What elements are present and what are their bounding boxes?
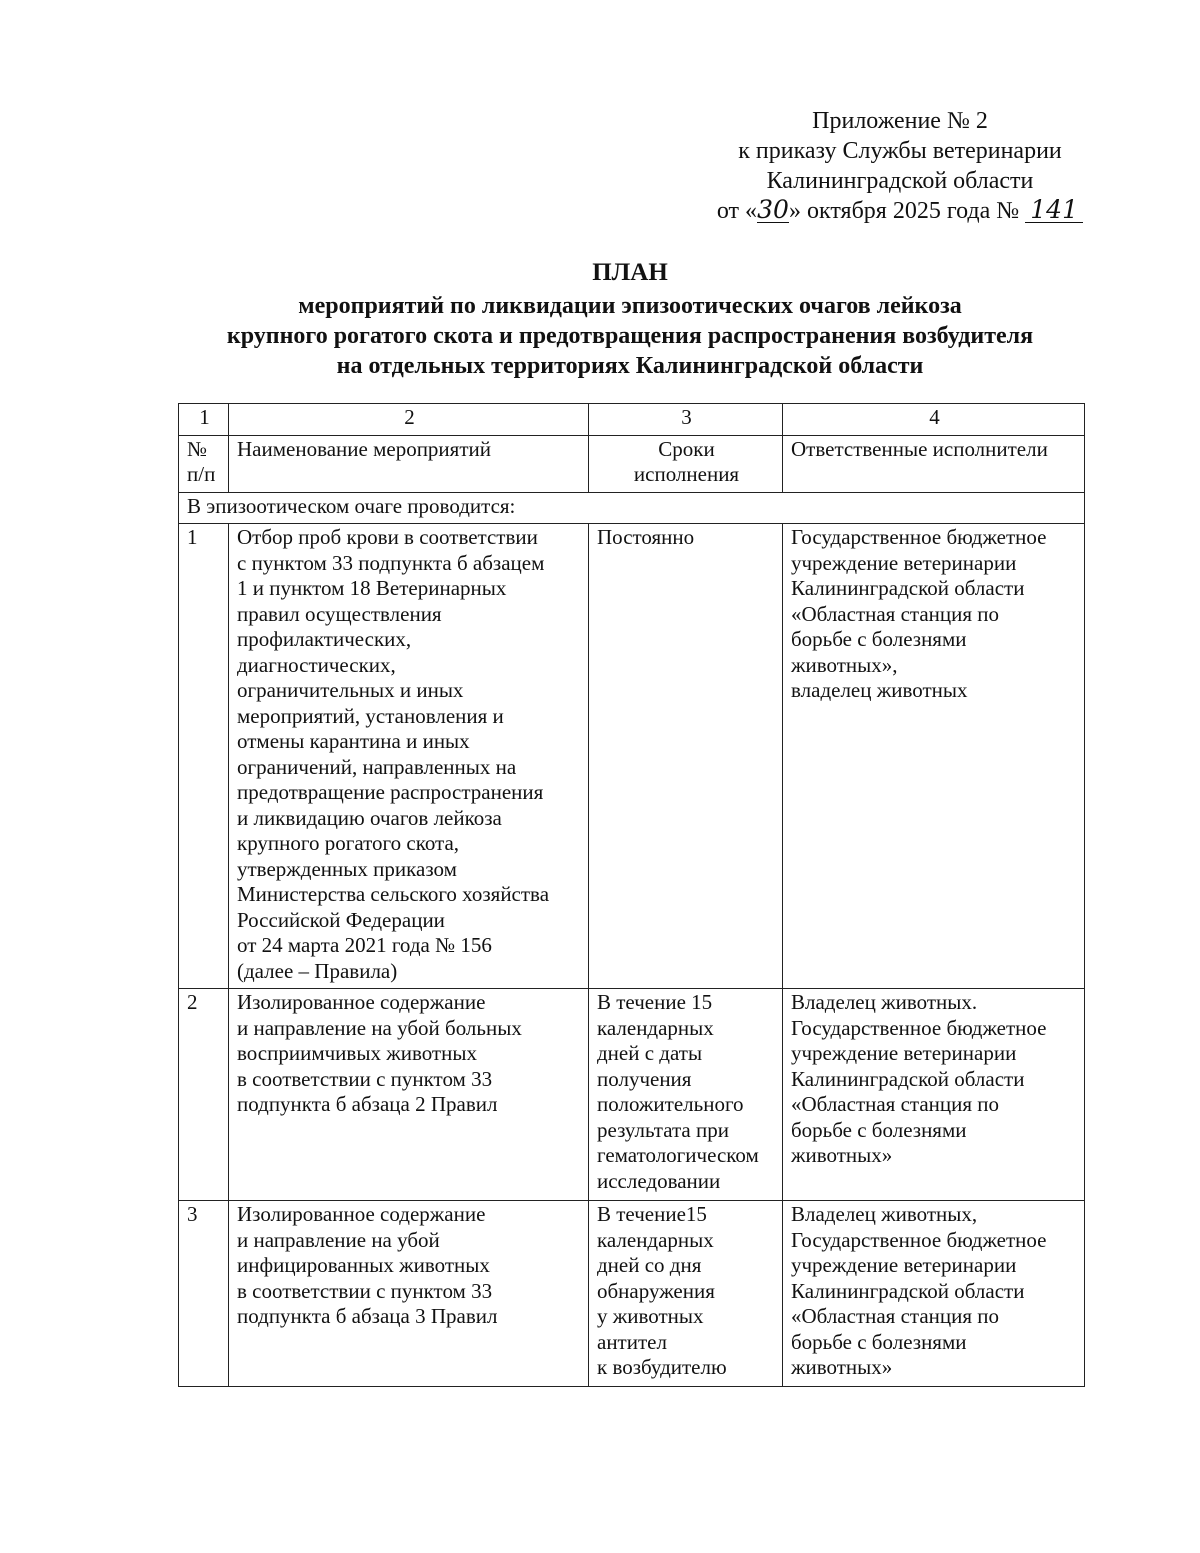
row-responsible: Владелец животных. Государственное бюджетное учреждение ветеринарии Калининградской области «Областная станция по борьбе с болезнями животных» xyxy=(783,989,1085,1201)
header-term: Сроки исполнения xyxy=(589,435,783,492)
row-action: Отбор проб крови в соответствии с пунктом 33 подпункта б абзацем 1 и пунктом 18 Ветеринарных правил осуществления профилактических, диагностических, ограничительных и иных мероприятий, установления и отмены карантина и иных ограничений, направленных на предотвращение распространения и ликвидацию очагов лейкоза крупного рогатого скота, утвержденных приказом Министерства сельского хозяйства Российской Федерации от 24 марта 2021 года № 156 (далее – Правила) xyxy=(229,524,589,989)
date-middle: » октября 2025 года № xyxy=(789,198,1020,224)
header-row xyxy=(179,435,1085,492)
title-main: ПЛАН xyxy=(592,259,668,286)
row-term: В течение15 календарных дней со дня обнаружения у животных антител к возбудителю xyxy=(589,1201,783,1387)
appendix-header xyxy=(700,106,1100,226)
row-responsible: Владелец животных, Государственное бюджетное учреждение ветеринарии Калининградской области «Областная станция по борьбе с болезнями животных» xyxy=(783,1201,1085,1387)
column-number-row xyxy=(179,404,1085,436)
title-line-1: мероприятий по ликвидации эпизоотических очагов лейкоза xyxy=(298,293,962,319)
row-responsible: Государственное бюджетное учреждение ветеринарии Калининградской области «Областная станция по борьбе с болезнями животных», владелец животных xyxy=(783,524,1085,989)
column-number: 1 xyxy=(179,404,229,436)
row-number: 1 xyxy=(179,524,229,989)
handwritten-day: 30 xyxy=(757,195,789,224)
row-number: 2 xyxy=(179,989,229,1201)
title-line-3: на отдельных территориях Калининградской области xyxy=(336,353,924,379)
column-number: 3 xyxy=(589,404,783,436)
row-action: Изолированное содержание и направление на убой больных восприимчивых животных в соответствии с пунктом 33 подпункта б абзаца 2 Правил xyxy=(229,989,589,1201)
header-number: № п/п xyxy=(179,435,229,492)
document-title xyxy=(150,258,1110,381)
section-label: В эпизоотическом очаге проводится: xyxy=(179,492,1085,524)
table-row xyxy=(179,989,1085,1201)
table-row xyxy=(179,1201,1085,1387)
row-action: Изолированное содержание и направление на убой инфицированных животных в соответствии с пунктом 33 подпункта б абзаца 3 Правил xyxy=(229,1201,589,1387)
row-number: 3 xyxy=(179,1201,229,1387)
appendix-title: Приложение № 2 xyxy=(812,108,988,134)
appendix-order-ref: к приказу Службы ветеринарии xyxy=(738,138,1062,164)
appendix-date-line xyxy=(700,196,1100,226)
plan-table xyxy=(178,403,1085,1387)
header-action: Наименование мероприятий xyxy=(229,435,589,492)
column-number: 4 xyxy=(783,404,1085,436)
header-responsible: Ответственные исполнители xyxy=(783,435,1085,492)
row-term: Постоянно xyxy=(589,524,783,989)
table-row xyxy=(179,524,1085,989)
row-term: В течение 15 календарных дней с даты получения положительного результата при гематологическом исследовании xyxy=(589,989,783,1201)
column-number: 2 xyxy=(229,404,589,436)
date-prefix: от « xyxy=(716,198,758,224)
section-row xyxy=(179,492,1085,524)
title-line-2: крупного рогатого скота и предотвращения распространения возбудителя xyxy=(226,323,1034,349)
handwritten-order-number: 141 xyxy=(1025,198,1083,223)
appendix-region: Калининградской области xyxy=(766,168,1034,194)
